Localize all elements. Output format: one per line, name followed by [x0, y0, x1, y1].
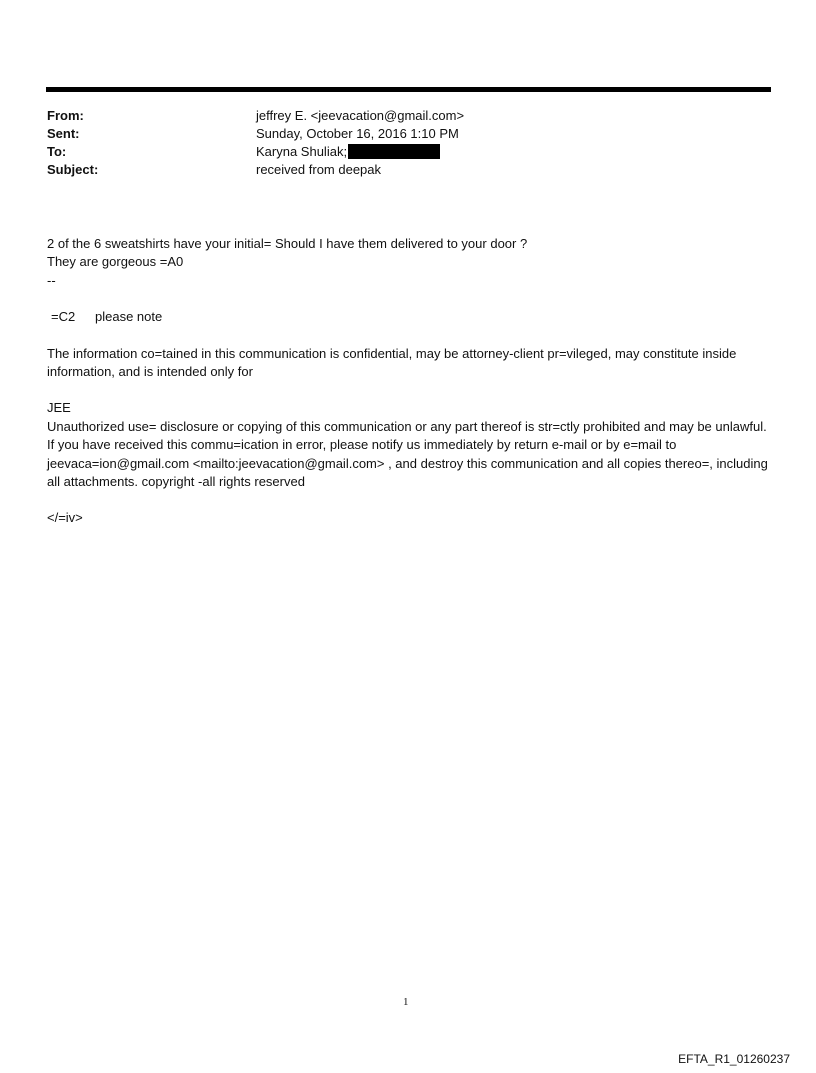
body-line-1: 2 of the 6 sweatshirts have your initial= Should I have them delivered to your door ? — [47, 236, 528, 251]
subject-label: Subject: — [47, 162, 99, 177]
sent-value: Sunday, October 16, 2016 1:10 PM — [256, 126, 459, 141]
to-value: Karyna Shuliak; — [256, 144, 348, 159]
sent-label: Sent: — [47, 126, 80, 141]
note-code: =C2 — [51, 309, 76, 325]
header-rule — [46, 87, 771, 92]
disclaimer-paragraph: Unauthorized use= disclosure or copying of this communication or any part thereof is str=ctly prohibited and may be unlawful. If you have received this commu=ication in error, please notify us immediately by return e-mail or by e=mail to jeevaca=ion@gmail.com <mailto:jeevacation@gmail.com> , and destroy this communication and all copies thereo=, including all attachments. copyright -all rights reserved — [47, 418, 768, 490]
confidentiality-paragraph: The information co=tained in this communication is confidential, may be attorney-client pr=vileged, may constitute inside information, and is intended only for — [47, 345, 737, 380]
email-body — [47, 235, 777, 528]
to-label: To: — [47, 144, 67, 159]
redaction-box — [348, 144, 440, 159]
subject-value: received from deepak — [256, 162, 382, 177]
page-number: 1 — [403, 996, 409, 1008]
note-line — [47, 308, 777, 326]
body-line-3: -- — [47, 272, 56, 288]
note-text: please note — [95, 309, 163, 325]
from-value: jeffrey E. <jeevacation@gmail.com> — [256, 108, 465, 123]
closing-tag: </=iv> — [47, 510, 83, 526]
to-value-wrap — [256, 144, 440, 159]
from-label: From: — [47, 108, 84, 123]
bates-number: EFTA_R1_01260237 — [678, 1052, 790, 1066]
body-line-2: They are gorgeous =A0 — [47, 254, 184, 270]
signature: JEE — [47, 400, 71, 416]
